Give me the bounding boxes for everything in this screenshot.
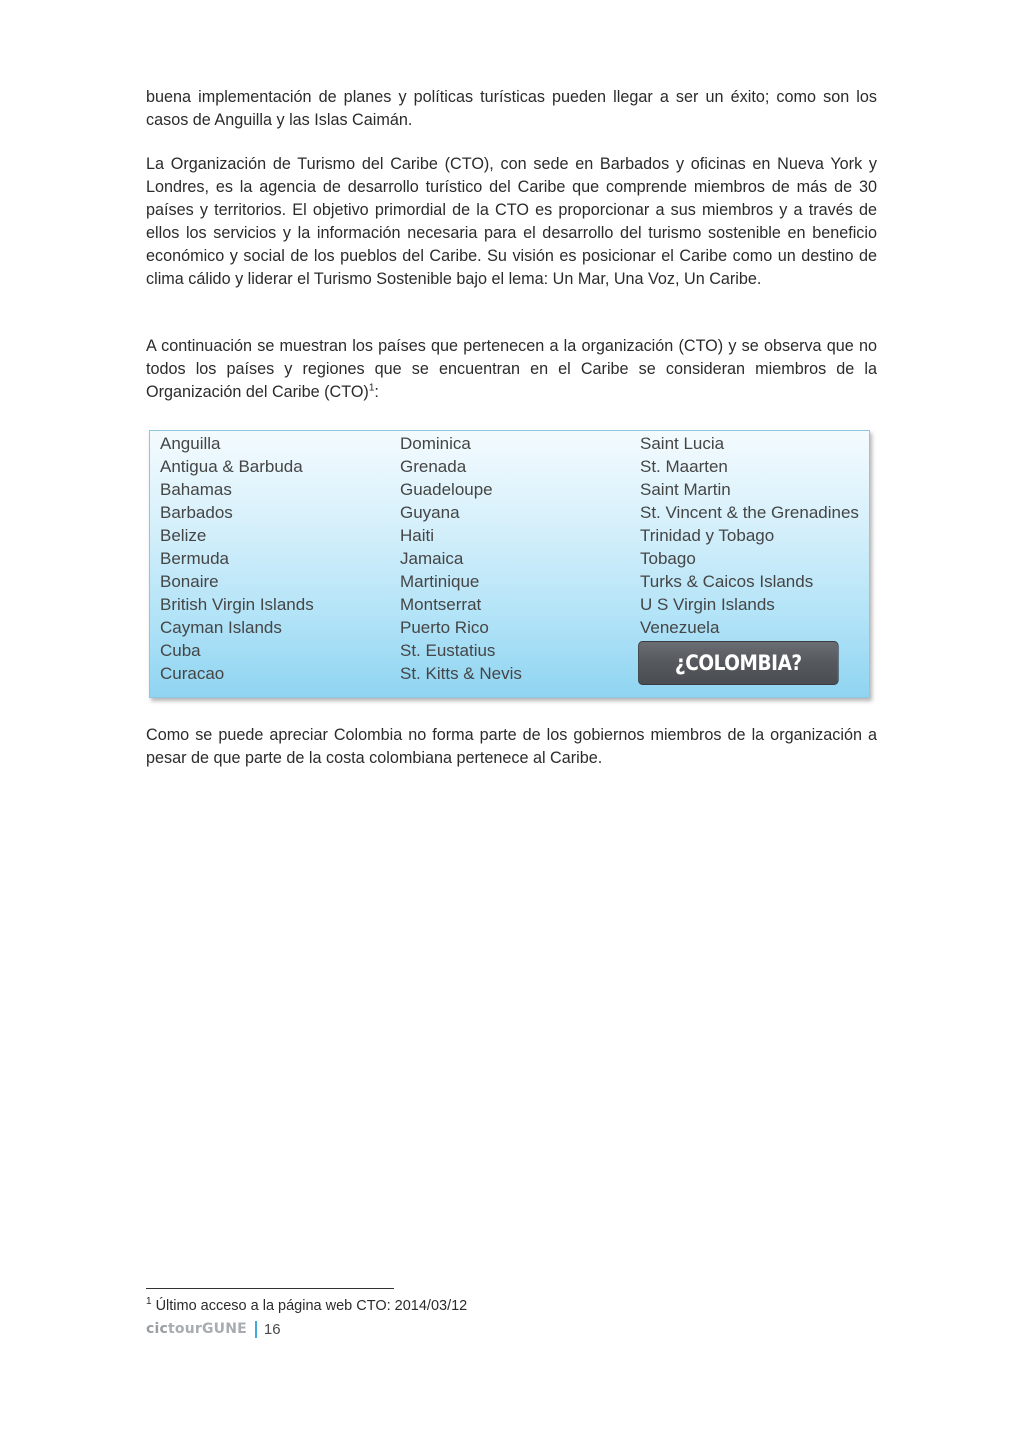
country-item: Trinidad y Tobago — [640, 526, 775, 545]
country-item: Saint Lucia — [640, 434, 725, 453]
footnote-number: 1 — [146, 1296, 152, 1308]
country-item: Tobago — [640, 549, 696, 568]
paragraph-members-text: A continuación se muestran los países que pertenecen a la organización (CTO) y se observa que no todos los países y regiones que se encuentran en el Caribe se consideran miembros de la Organización del Caribe (CTO) — [146, 337, 877, 401]
country-item: St. Maarten — [640, 457, 728, 476]
country-item: Puerto Rico — [400, 618, 489, 637]
paragraph-members-colon: : — [374, 383, 379, 401]
colombia-question-badge: ¿COLOMBIA? — [638, 641, 839, 685]
country-item: St. Eustatius — [400, 641, 496, 660]
paragraph-colombia-conclusion: Como se puede apreciar Colombia no forma parte de los gobiernos miembros de la organización a pesar de que parte de la costa colombiana pertenece al Caribe. — [146, 726, 877, 767]
country-item: British Virgin Islands — [160, 595, 314, 614]
country-item: Cuba — [160, 641, 201, 660]
paragraph-intro: buena implementación de planes y políticas turísticas pueden llegar a ser un éxito; como son los casos de Anguilla y las Islas Caimán. — [146, 88, 877, 129]
country-item: Dominica — [400, 434, 471, 453]
country-item: Cayman Islands — [160, 618, 282, 637]
logo-part-tourgune: tourGUNE — [168, 1321, 247, 1337]
country-item: Bonaire — [160, 572, 219, 591]
country-item: Saint Martin — [640, 480, 731, 499]
countries-column-1 — [160, 432, 314, 685]
country-item: Antigua & Barbuda — [160, 457, 303, 476]
footnote — [146, 1296, 467, 1316]
country-item: Anguilla — [160, 434, 221, 453]
country-item: Montserrat — [400, 595, 482, 614]
paragraph-cto-description: La Organización de Turismo del Caribe (CTO), con sede en Barbados y oficinas en Nueva York y Londres, es la agencia de desarrollo turístico del Caribe que comprende miembros de más de 30 países y territorios. El objetivo primordial de la CTO es proporcionar a sus miembros y a través de ellos los servicios y la información necesaria para el desarrollo del turismo sostenible en beneficio económico y social de los pueblos del Caribe. Su visión es posicionar el Caribe como un destino de clima cálido y liderar el Turismo Sostenible bajo el lema: Un Mar, Una Voz, Un Caribe. — [146, 155, 877, 288]
footnote-divider — [146, 1288, 394, 1289]
cictourgune-logo — [146, 1321, 247, 1337]
country-item: Grenada — [400, 457, 467, 476]
footer-separator — [255, 1321, 257, 1338]
country-item: Martinique — [400, 572, 480, 591]
country-item: Guadeloupe — [400, 480, 493, 499]
page-footer — [146, 1318, 281, 1340]
country-item: Barbados — [160, 503, 233, 522]
footnote-text: Último acceso a la página web CTO: 2014/03/12 — [155, 1298, 468, 1314]
country-item: Bahamas — [160, 480, 232, 499]
country-item: St. Kitts & Nevis — [400, 664, 522, 683]
country-item: Jamaica — [400, 549, 464, 568]
country-item: Bermuda — [160, 549, 229, 568]
footnote-reference: 1 — [368, 382, 375, 394]
country-item: Haiti — [400, 526, 435, 545]
country-item: Turks & Caicos Islands — [640, 572, 814, 591]
country-item: Belize — [160, 526, 207, 545]
paragraph-members-intro — [146, 335, 877, 404]
countries-column-3 — [640, 432, 859, 639]
page-number: 16 — [263, 1320, 281, 1338]
country-item: Curacao — [160, 664, 225, 683]
cto-member-countries-box — [149, 430, 870, 698]
country-item: Guyana — [400, 503, 460, 522]
logo-part-cic: cic — [146, 1321, 168, 1337]
country-item: St. Vincent & the Grenadines — [640, 503, 859, 522]
country-item: U S Virgin Islands — [640, 595, 775, 614]
country-item: Venezuela — [640, 618, 720, 637]
countries-column-2 — [400, 432, 522, 685]
